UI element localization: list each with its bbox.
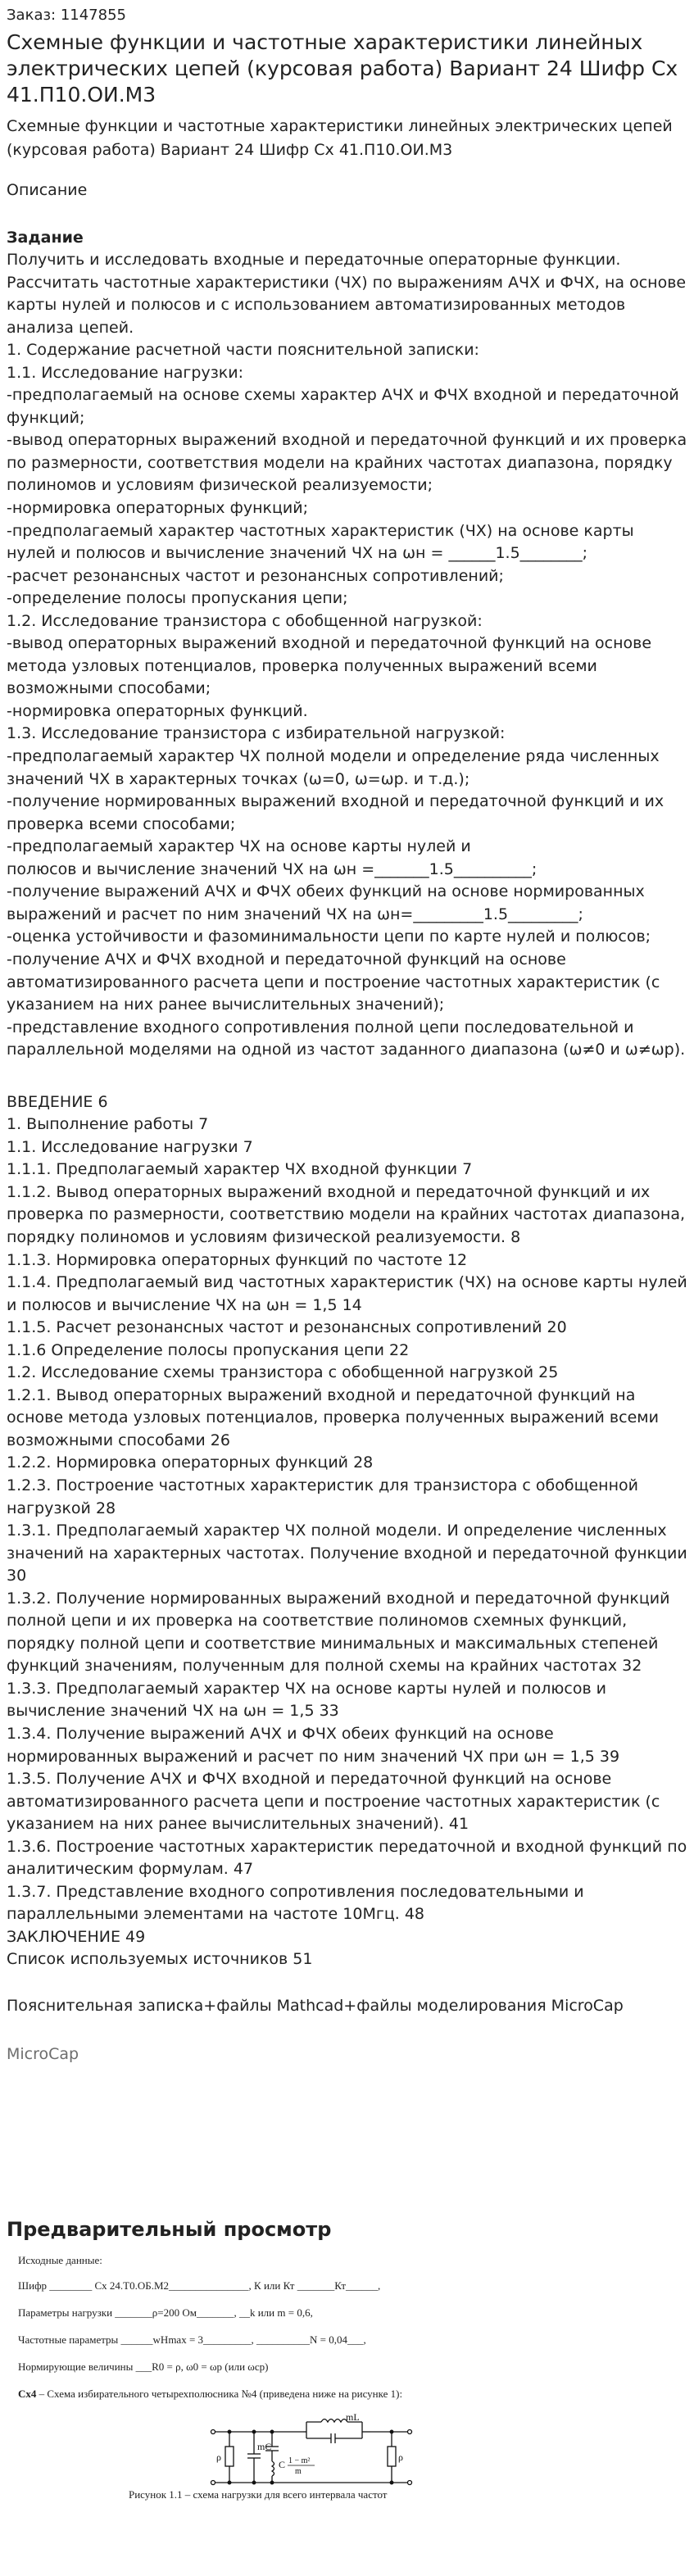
circuit-label-c: C [279,2459,286,2471]
figure-caption: Рисунок 1.1 – схема нагрузки для всего интервала частот [129,2488,388,2501]
preview-freq-params: Частотные параметры ______wHmax = 3_________, __________N = 0,04___, [18,2333,366,2347]
description-link[interactable]: Описание [7,181,88,199]
circuit-label-ml: mL [346,2414,360,2424]
preview-scheme-id: Сх4 [18,2388,37,2401]
product-subtitle: Схемные функции и частотные характеристики линейных электрических цепей (курсовая работа) Вариант 24 Шифр Сх 41.П10.ОИ.М3 [7,117,673,159]
circuit-label-mc: mC [257,2441,272,2453]
circuit-label-frac-bottom: m [295,2467,302,2477]
order-number: Заказ: 1147855 [7,7,126,24]
preview-cipher-line: Шифр ________ Сх 24.Т0.ОБ.М2_______________, К или Кт _______Кт______, [18,2279,381,2293]
circuit-label-frac-top: 1 − m² [288,2456,311,2466]
circuit-label-rho-left: ρ [216,2451,221,2464]
preview-scheme-text: – Схема избирательного четырехполюсника №4 (приведена ниже на рисунке 1): [36,2388,403,2401]
table-of-contents: ВВЕДЕНИЕ 6 1. Выполнение работы 7 1.1. Исследование нагрузки 7 1.1.1. Предполагаемый характер ЧХ входной функции 7 1.1.2. Вывод операторных выражений входной и передаточной функций и их проверка по размерности, соответствию модели на крайних частотах диапазона, порядку полиномов и условиям физической реализуемости. 8 1.1.3. Нормировка операторных функций по частоте 12 1.1.4. Предполагаемый вид частотных характеристик (ЧХ) на основе карты нулей и полюсов и вычисление ЧХ на ωн = 1,5 14 1.1.5. Расчет резонансных частот и резонансных сопротивлений 20 1.1.6 Определение полосы пропускания цепи 22 1.2. Исследование схемы транзистора с обобщенной нагрузкой 25 1.2.1. Вывод операторных выражений входной и передаточной функций на основе метода узловых потенциалов, проверка полученных выражений всеми возможными способами 26 1.2.2. Нормировка операторных функций 28 1.2.3. Построение частотных характеристик для транзистора с обобщенной нагрузкой 28 1.3.1. Предполагаемый характер ЧХ полной модели. И определение численных значений на характерных частотах. Получение входной и передаточной функции 30 1.3.2. Получение нормированных выражений входной и передаточной функций полной цепи и их проверка на соответствие полиномов схемных функций, порядку полной цепи и соответствие минимальных и максимальных степеней функций значениям, полученным для полной схемы на крайних частотах 32 1.3.3. Предполагаемый характер ЧХ на основе карты нулей и полюсов и вычисление значений ЧХ на ωн = 1,5 33 1.3.4. Получение выражений АЧХ и ФЧХ обеих функций на основе нормированных выражений и расчет по ним значений ЧХ при ωн = 1,5 39 1.3.5. Получение АЧХ и ФЧХ входной и передаточной функций на основе автоматизированного расчета цепи и построение частотных характеристик (с указанием на них ранее вычислительных значений). 41 1.3.6. Построение частотных характеристик передаточной и входной функций по аналитическим формулам. 47 1.3.7. Представление входного сопротивления последовательными и параллельными элементами на частоте 10Мгц. 48 ЗАКЛЮЧЕНИЕ 49 Список используемых источников 51 [7,1092,687,1969]
preview-norm-values: Нормирующие величины ___R0 = ρ, ω0 = ωр (или ωср) [18,2361,269,2374]
circuit-diagram [206,2414,420,2489]
preview-source-label: Исходные данные: [18,2254,102,2267]
preview-document [7,2253,687,2501]
microcap-tag[interactable]: MicroCap [7,2045,79,2064]
page-title: Схемные функции и частотные характеристики линейных электрических цепей (курсовая работа) Вариант 24 Шифр Сх 41.П10.ОИ.М3 [7,30,678,107]
files-description: Пояснительная записка+файлы Mathcad+файлы моделирования MicroCap [7,1997,624,2016]
preview-load-params: Параметры нагрузки _______ρ=200 Ом_______, __k или m = 0,6, [18,2306,313,2320]
task-heading: Задание [7,229,84,247]
preview-scheme-line [18,2387,687,2401]
preview-heading: Предварительный просмотр [7,2218,332,2242]
task-text: Получить и исследовать входные и передаточные операторные функции. Рассчитать частотные характеристики (ЧХ) по выражениям АЧХ и ФЧХ, на основе карты нулей и полюсов и с использованием автоматизированных методов анализа цепей. 1. Содержание расчетной части пояснительной записки: 1.1. Исследование нагрузки: -предполагаемый на основе схемы характер АЧХ и ФЧХ входной и передаточной функций; -вывод операторных выражений входной и передаточной функций и их проверка по размерности, соответствия модели на крайних частотах диапазона, порядку полиномов и условиям физической реализуемости; -нормировка операторных функций; -предполагаемый характер частотных характеристик (ЧХ) на основе карты нулей и полюсов и вычисление значений ЧХ на ωн = ______1.5________; -расчет резонансных частот и резонансных сопротивлений; -определение полосы пропускания цепи; 1.2. Исследование транзистора с обобщенной нагрузкой: -вывод операторных выражений входной и передаточной функций на основе метода узловых потенциалов, проверка полученных выражений всеми возможными способами; -нормировка операторных функций. 1.3. Исследование транзистора с избирательной нагрузкой: -предполагаемый характер ЧХ полной модели и определение ряда численных значений ЧХ в характерных точках (ω=0, ω=ωр. и т.д.); -получение нормированных выражений входной и передаточной функций и их проверка всеми способами; -предполагаемый характер ЧХ на основе карты нулей и полюсов и вычисление значений ЧХ на ωн =_______1.5__________; -получение выражений АЧХ и ФЧХ обеих функций на основе нормированных выражений и расчет по ним значений ЧХ на ωн=_________1.5_________; -оценка устойчивости и фазоминимальности цепи по карте нулей и полюсов; -получение АЧХ и ФЧХ входной и передаточной функций на основе автоматизированного расчета цепи и построение частотных характеристик (с указанием на них ранее вычислительных значений); -представление входного сопротивления полной цепи последовательной и параллельной моделями на одной из частот заданного диапазона (ω≠0 и ω≠ωр). [7,251,687,1059]
circuit-label-rho-right: ρ [398,2451,403,2464]
